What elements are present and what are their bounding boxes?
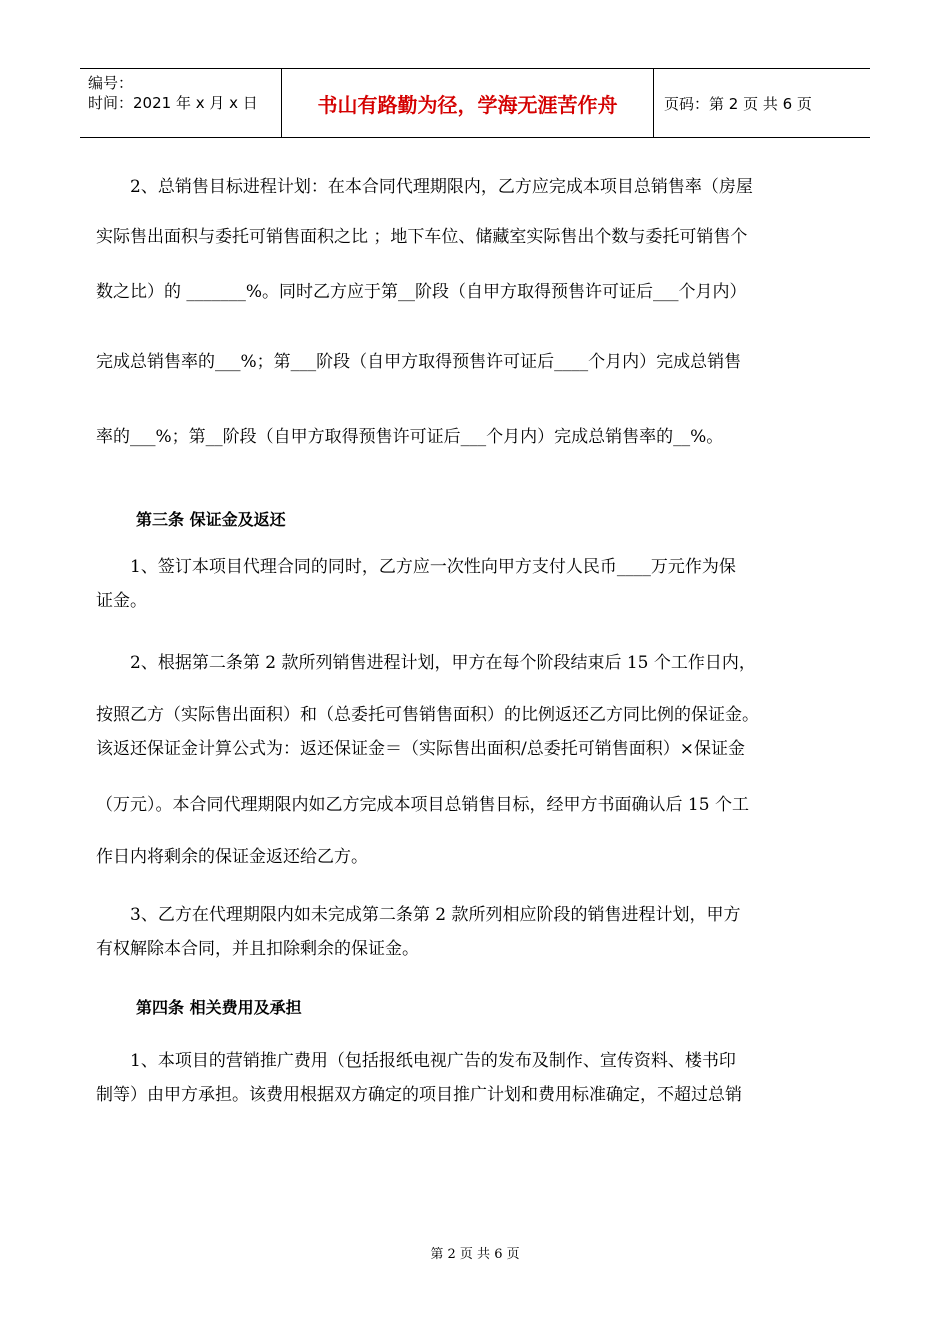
text-line: 实际售出面积与委托可销售面积之比 ；地下车位、储藏室实际售出个数与委托可销售个 <box>96 227 748 247</box>
text-line: 数之比）的 _______%。同时乙方应于第__阶段（自甲方取得预售许可证后___个月内） <box>96 282 747 302</box>
article-3-paragraph-1 <box>96 550 836 618</box>
text-line: 1、本项目的营销推广费用（包括报纸电视广告的发布及制作、宣传资料、楼书印 <box>130 1051 736 1071</box>
page-header <box>80 68 870 138</box>
page-footer: 第 2 页 共 6 页 <box>430 1247 520 1262</box>
text-line: 该返还保证金计算公式为：返还保证金＝（实际售出面积/总委托可销售面积）×保证金 <box>96 739 745 759</box>
text-line: 有权解除本合同，并且扣除剩余的保证金。 <box>96 939 419 959</box>
text-line: 2、总销售目标进程计划：在本合同代理期限内，乙方应完成本项目总销售率（房屋 <box>130 177 753 197</box>
text-line: 率的___%；第__阶段（自甲方取得预售许可证后___个月内）完成总销售率的__%。 <box>96 427 724 447</box>
text-line: 制等）由甲方承担。该费用根据双方确定的项目推广计划和费用标准确定，不超过总销 <box>96 1085 742 1105</box>
text-line: 按照乙方（实际售出面积）和（总委托可售销售面积）的比例返还乙方同比例的保证金。 <box>96 705 759 725</box>
header-meta <box>80 69 282 137</box>
sales-target-plan <box>96 162 836 472</box>
text-line: 2、根据第二条第 2 款所列销售进程计划，甲方在每个阶段结束后 15 个工作日内， <box>130 653 756 673</box>
document-number-label: 编号： <box>88 74 134 92</box>
text-line: 3、乙方在代理期限内如未完成第二条第 2 款所列相应阶段的销售进程计划，甲方 <box>130 905 741 925</box>
text-line: 1、签订本项目代理合同的同时，乙方应一次性向甲方支付人民币____万元作为保 <box>130 557 736 577</box>
article-3-paragraph-3 <box>96 898 836 966</box>
header-motto: 书山有路勤为径，学海无涯苦作舟 <box>282 69 654 137</box>
text-line: 完成总销售率的___%；第___阶段（自甲方取得预售许可证后____个月内）完成总销售 <box>96 352 742 372</box>
article-3-title: 第三条 保证金及返还 <box>136 510 286 529</box>
article-4-title: 第四条 相关费用及承担 <box>136 998 302 1017</box>
text-line: （万元）。本合同代理期限内如乙方完成本项目总销售目标，经甲方书面确认后 15 个工 <box>96 795 749 815</box>
header-page-info: 页码：第 2 页 共 6 页 <box>664 94 812 113</box>
document-time-label: 时间：2021 年 x 月 x 日 <box>88 94 258 112</box>
article-3-paragraph-2 <box>96 646 836 874</box>
text-line: 作日内将剩余的保证金返还给乙方。 <box>96 847 368 867</box>
text-line: 证金。 <box>96 591 147 611</box>
document-body <box>96 162 836 1112</box>
article-4-paragraph-1 <box>96 1044 836 1112</box>
